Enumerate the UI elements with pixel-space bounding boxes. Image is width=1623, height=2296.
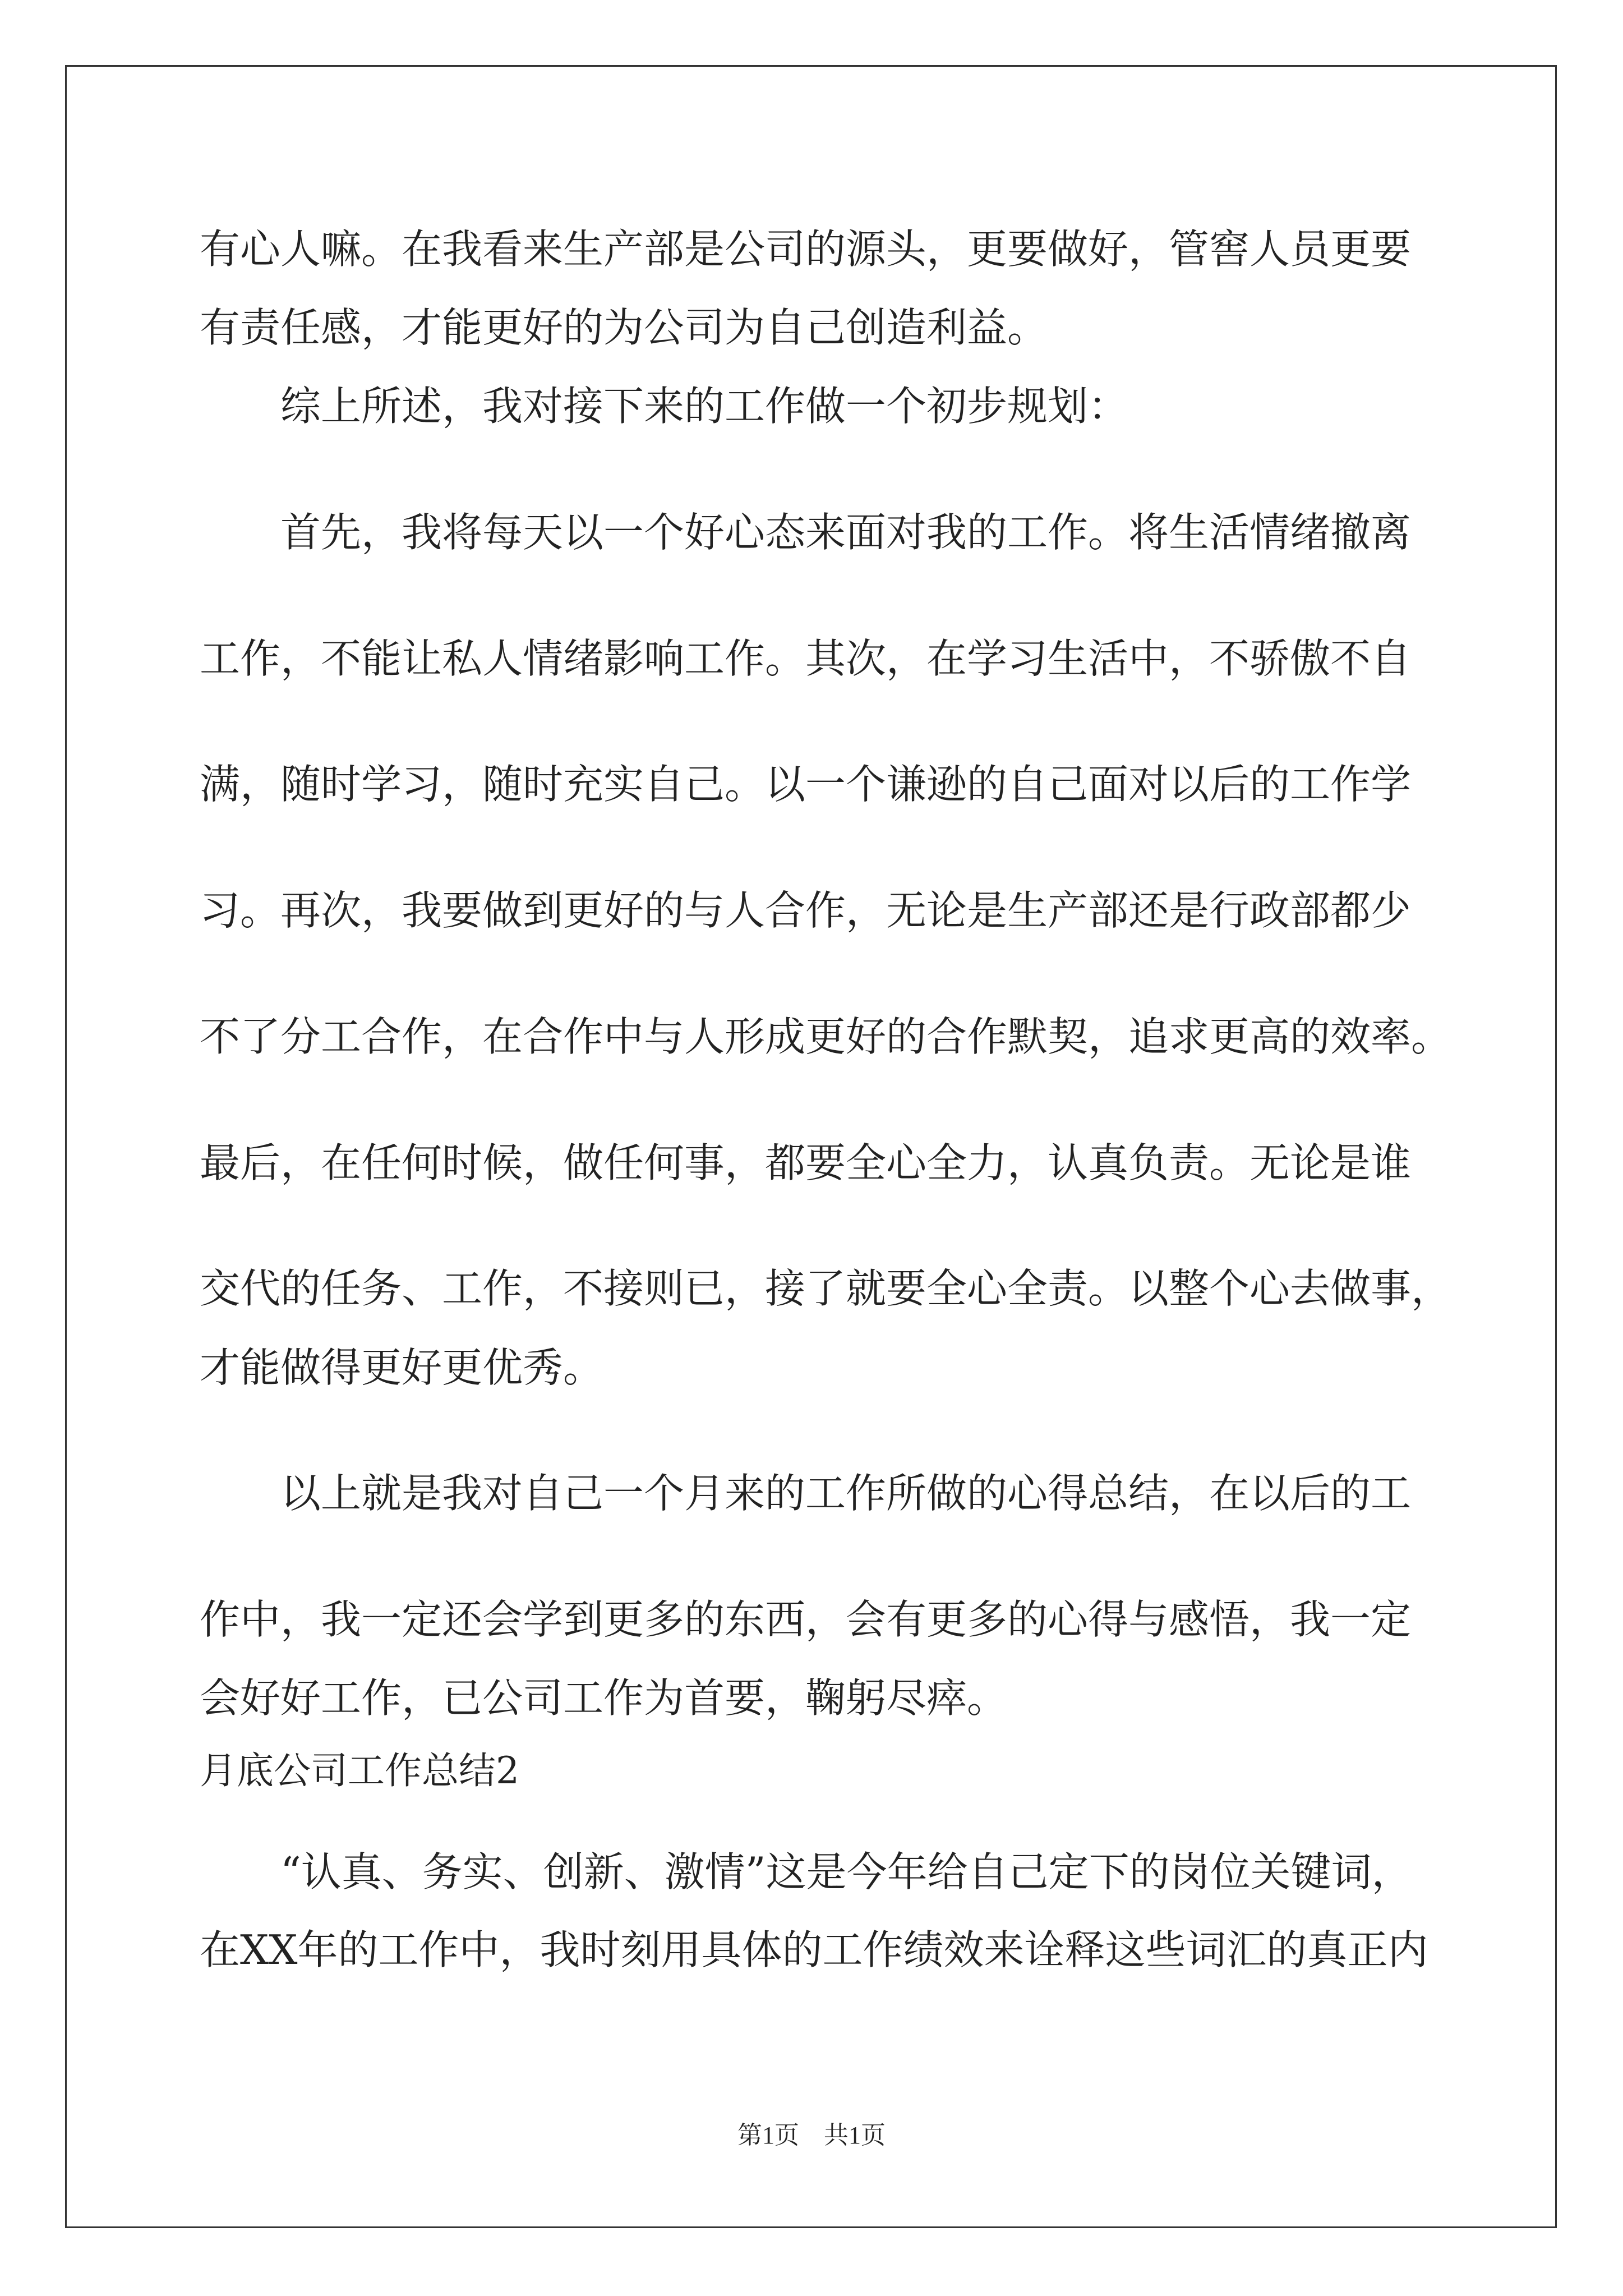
text-line: 交代的任务、工作，不接则已，接了就要全心全责。以整个心去做事， bbox=[200, 1265, 1452, 1312]
text-line: 有责任感，才能更好的为公司为自己创造利益。 bbox=[200, 304, 1048, 351]
section-heading: 月底公司工作总结2 bbox=[200, 1749, 519, 1792]
page-number-footer: 第1页 共1页 bbox=[737, 2122, 886, 2149]
text-line: 工作，不能让私人情绪影响工作。其次，在学习生活中，不骄傲不自 bbox=[200, 635, 1412, 682]
text-line: 综上所述，我对接下来的工作做一个初步规划： bbox=[280, 383, 1129, 430]
text-line: “认真、务实、创新、激情”这是今年给自己定下的岗位关键词， bbox=[280, 1848, 1412, 1895]
text-line: 满，随时学习，随时充实自己。以一个谦逊的自己面对以后的工作学 bbox=[200, 761, 1412, 808]
text-line: 才能做得更好更优秀。 bbox=[200, 1344, 604, 1391]
text-line: 有心人嘛。在我看来生产部是公司的源头，更要做好，管窖人员更要 bbox=[200, 226, 1412, 273]
text-line: 最后，在任何时候，做任何事，都要全心全力，认真负责。无论是谁 bbox=[200, 1139, 1412, 1186]
text-line: 作中，我一定还会学到更多的东西，会有更多的心得与感悟，我一定 bbox=[200, 1596, 1412, 1643]
text-line: 首先，我将每天以一个好心态来面对我的工作。将生活情绪撤离 bbox=[280, 509, 1412, 556]
text-line: 会好好工作，已公司工作为首要，鞠躬尽瘁。 bbox=[200, 1674, 1008, 1722]
text-line: 习。再次，我要做到更好的与人合作，无论是生产部还是行政部都少 bbox=[200, 887, 1412, 934]
text-line: 以上就是我对自己一个月来的工作所做的心得总结，在以后的工 bbox=[280, 1470, 1412, 1517]
text-line: 不了分工合作，在合作中与人形成更好的合作默契，追求更高的效率。 bbox=[200, 1013, 1452, 1060]
text-line: 在XX年的工作中，我时刻用具体的工作绩效来诠释这些词汇的真正内 bbox=[200, 1926, 1428, 1973]
